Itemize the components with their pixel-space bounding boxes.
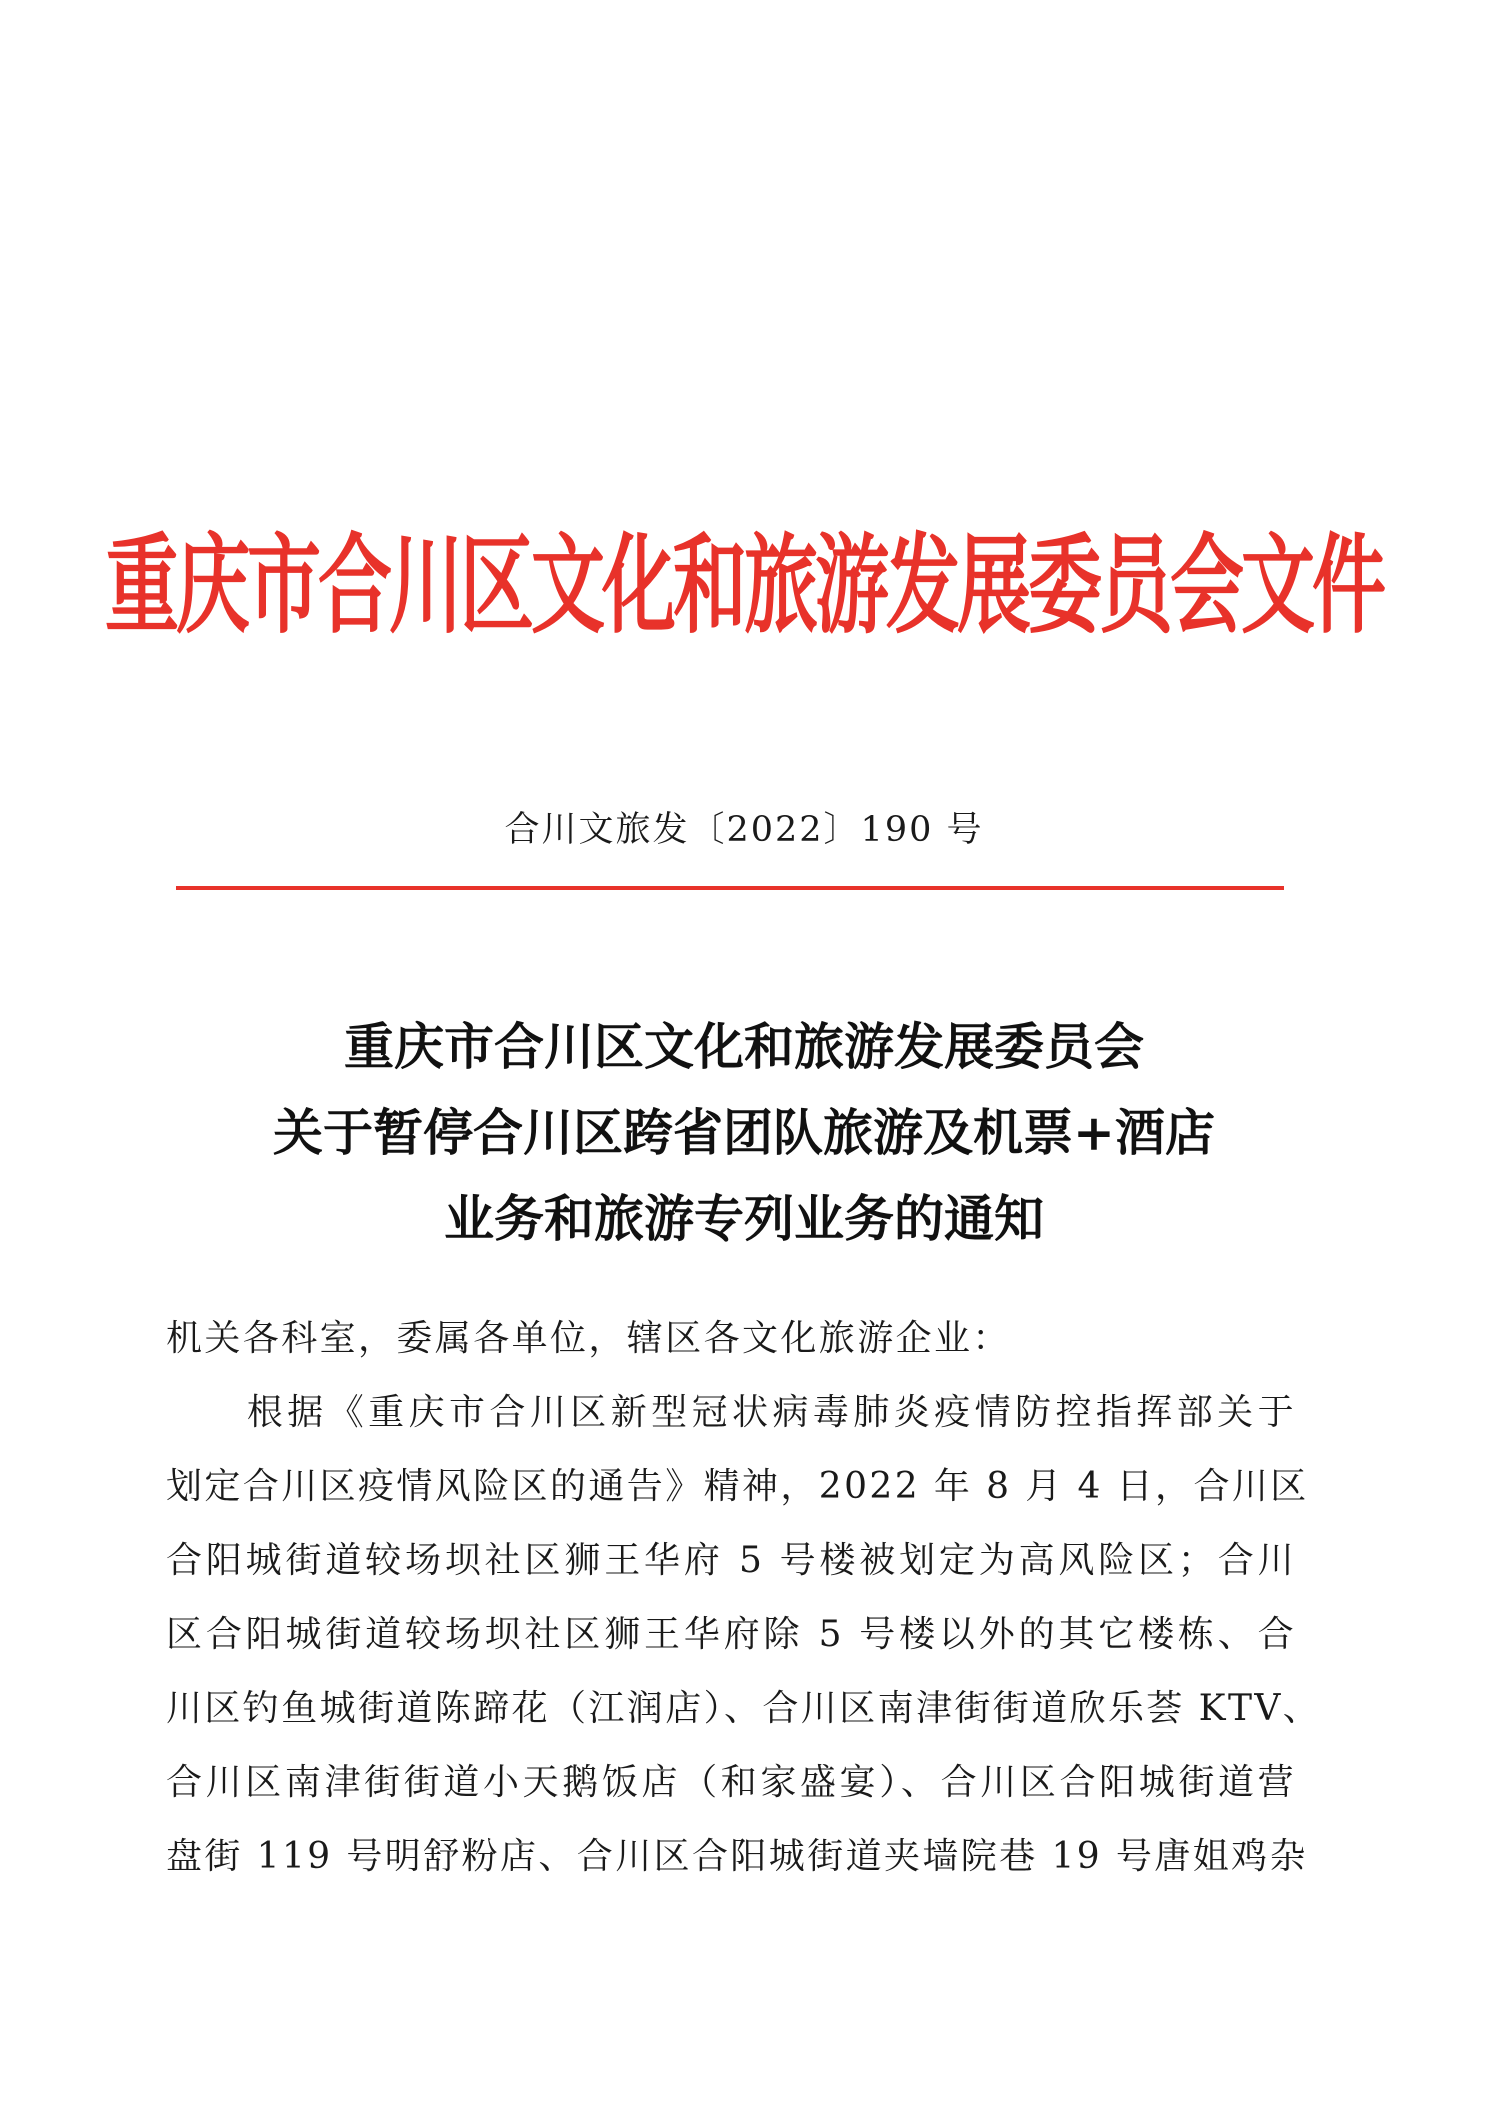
paragraph-line: 根据《重庆市合川区新型冠状病毒肺炎疫情防控指挥部关于 — [166, 1392, 1296, 1433]
notice-title-line: 业务和旅游专列业务的通知 — [444, 1189, 1044, 1248]
paragraph-line: 盘街 119 号明舒粉店、合川区合阳城街道夹墙院巷 19 号唐姐鸡杂 — [166, 1836, 1308, 1877]
notice-title — [0, 1004, 1488, 1262]
paragraph-line: 划定合川区疫情风险区的通告》精神，2022 年 8 月 4 日，合川区 — [166, 1466, 1309, 1507]
notice-title-line: 关于暂停合川区跨省团队旅游及机票+酒店 — [273, 1103, 1215, 1162]
notice-title-line: 重庆市合川区文化和旅游发展委员会 — [344, 1017, 1144, 1076]
paragraph-line: 区合阳城街道较场坝社区狮王华府除 5 号楼以外的其它楼栋、合 — [166, 1614, 1296, 1655]
notice-body — [166, 1302, 1322, 1894]
paragraph-line: 合阳城街道较场坝社区狮王华府 5 号楼被划定为高风险区；合川 — [166, 1540, 1296, 1581]
paragraph-line: 合川区南津街街道小天鹅饭店（和家盛宴）、合川区合阳城街道营 — [166, 1762, 1296, 1803]
red-separator-line — [176, 886, 1284, 890]
addressee-line: 机关各科室，委属各单位，辖区各文化旅游企业： — [166, 1318, 1011, 1359]
document-number: 合川文旅发〔2022〕190 号 — [504, 810, 984, 850]
paragraph-line: 川区钓鱼城街道陈蹄花（江润店）、合川区南津街街道欣乐荟 KTV、 — [166, 1688, 1322, 1729]
org-header-title: 重庆市合川区文化和旅游发展委员会文件 — [105, 523, 1383, 649]
